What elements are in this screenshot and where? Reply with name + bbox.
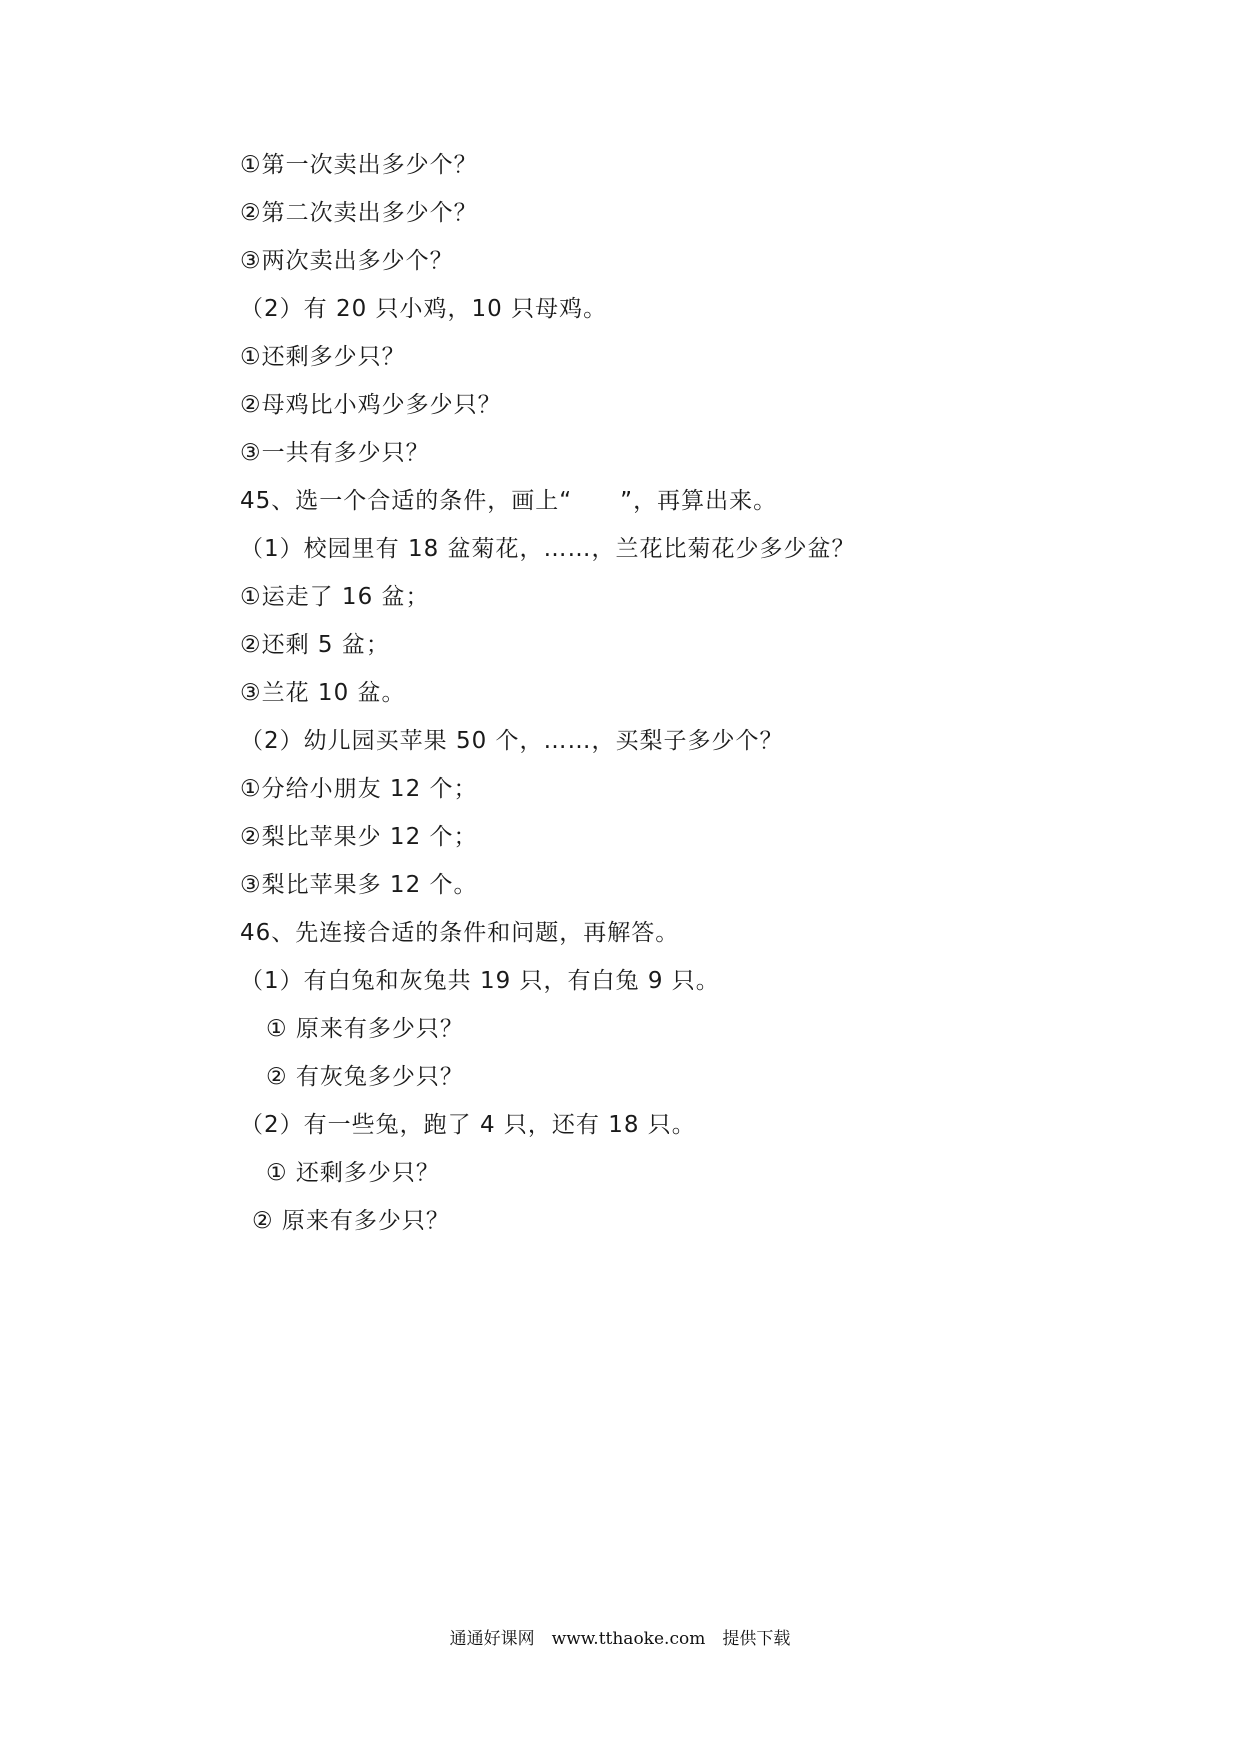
- question-line: ①还剩多少只？: [240, 344, 406, 370]
- option-line: ③兰花 10 盆。: [240, 680, 406, 706]
- problem-heading: （1）有白兔和灰兔共 19 只，有白兔 9 只。: [240, 968, 720, 994]
- problem-heading: （2）幼儿园买苹果 50 个，……，买梨子多少个？: [240, 728, 784, 754]
- option-line: ③梨比苹果多 12 个。: [240, 872, 478, 898]
- section-heading-46: 46、先连接合适的条件和问题，再解答。: [240, 920, 680, 946]
- problem-heading: （2）有一些兔，跑了 4 只，还有 18 只。: [240, 1112, 696, 1138]
- question-line: ② 有灰兔多少只？: [266, 1064, 464, 1090]
- problem-heading: （2）有 20 只小鸡，10 只母鸡。: [240, 296, 608, 322]
- option-line: ②梨比苹果少 12 个；: [240, 824, 478, 850]
- option-line: ①运走了 16 盆；: [240, 584, 430, 610]
- question-line: ③两次卖出多少个？: [240, 248, 454, 274]
- option-line: ①分给小朋友 12 个；: [240, 776, 478, 802]
- option-line: ②还剩 5 盆；: [240, 632, 390, 658]
- question-line: ① 原来有多少只？: [266, 1016, 464, 1042]
- section-heading-45: 45、选一个合适的条件，画上“ ”，再算出来。: [240, 488, 778, 514]
- problem-heading: （1）校园里有 18 盆菊花，……，兰花比菊花少多少盆？: [240, 536, 856, 562]
- question-line: ②第二次卖出多少个？: [240, 200, 478, 226]
- footer-credit: 通通好课网 www.tthaoke.com 提供下载: [449, 1629, 791, 1649]
- question-line: ① 还剩多少只？: [266, 1160, 440, 1186]
- question-line: ② 原来有多少只？: [252, 1208, 450, 1234]
- question-line: ①第一次卖出多少个？: [240, 152, 478, 178]
- question-line: ②母鸡比小鸡少多少只？: [240, 392, 502, 418]
- question-line: ③一共有多少只？: [240, 440, 430, 466]
